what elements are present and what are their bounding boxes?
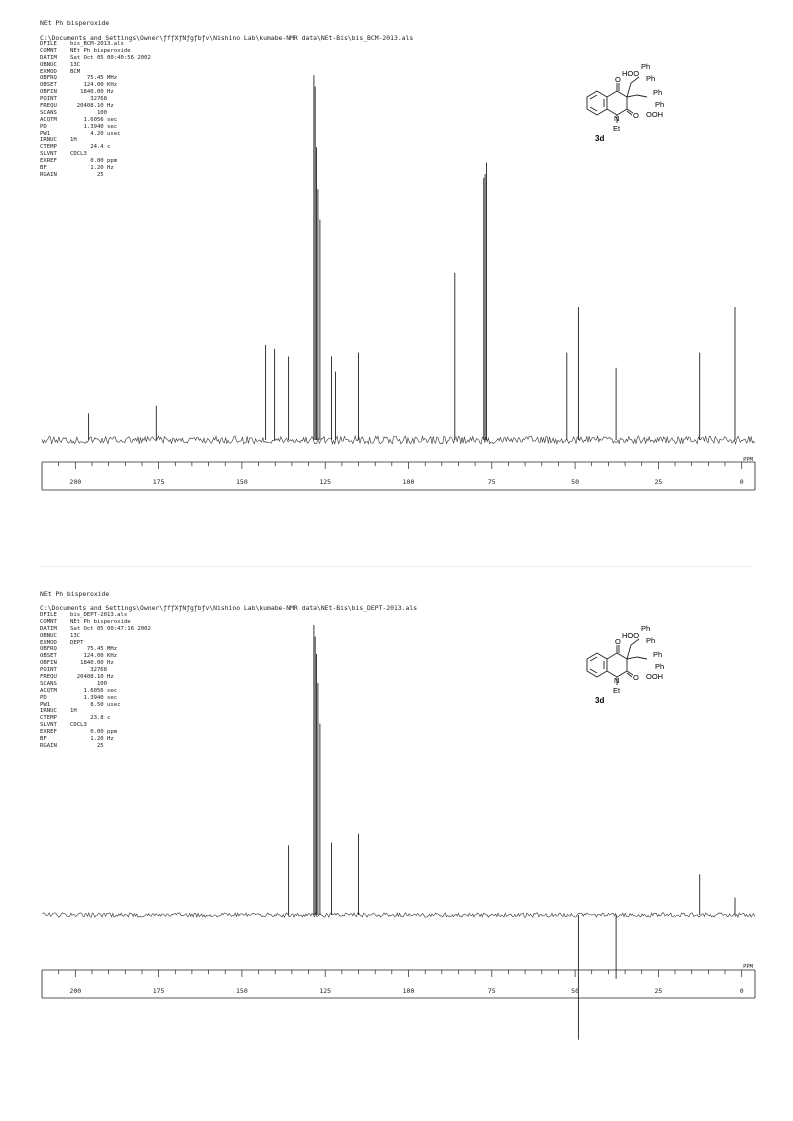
param-key: IRNUC — [40, 708, 57, 715]
param-key: EXMOD — [40, 639, 57, 646]
x-tick-label: 175 — [152, 987, 165, 995]
x-tick-label: 75 — [487, 987, 496, 995]
x-axis-unit-label: PPM — [743, 457, 753, 463]
param-value: 1H — [70, 708, 77, 715]
x-tick-label: 200 — [69, 478, 82, 486]
param-value: 1.3940 sec — [70, 123, 118, 130]
param-value: DEPT — [70, 639, 84, 646]
param-key: COMNT — [40, 47, 57, 54]
x-tick-label: 200 — [69, 987, 82, 995]
file-path: C:\Documents and Settings\Owner\ƒfƒXƒNƒgƒbƒv\Nishino Lab\kumabe-NMR data\NEt-Bis\bis_DEPT-2013.als — [40, 604, 418, 612]
param-value: 20408.10 Hz — [70, 103, 114, 110]
atom-n: N — [614, 114, 620, 123]
param-value: 100 — [70, 680, 108, 687]
atom-o-ketone: O — [615, 75, 621, 84]
atom-ph-1: Ph — [641, 62, 651, 71]
param-key: EXREF — [40, 729, 57, 736]
x-tick-label: 0 — [739, 478, 744, 486]
param-value: bis_BCM-2013.als — [70, 41, 124, 47]
param-value: 1.3940 sec — [70, 694, 118, 701]
atom-ooh: OOH — [646, 672, 664, 681]
param-value: 1.20 Hz — [70, 736, 114, 743]
param-value: Sat Oct 05 00:40:56 2002 — [70, 54, 151, 61]
x-tick-label: 25 — [654, 478, 663, 486]
param-value: 32768 — [70, 96, 108, 103]
param-value: 1H — [70, 137, 77, 144]
param-key: FREQU — [40, 674, 57, 681]
param-value: NEt Ph bisperoxide — [70, 618, 131, 625]
param-value: 32768 — [70, 667, 108, 674]
param-value: 75.45 MHz — [70, 75, 118, 82]
atom-ph-2: Ph — [646, 636, 656, 645]
atom-ph-4: Ph — [655, 100, 665, 109]
spectrum-panel-dept — [0, 580, 793, 1120]
param-key: CTEMP — [40, 715, 57, 722]
compound-label: 3d — [595, 134, 605, 143]
page-separator — [40, 566, 753, 567]
param-value: 13C — [70, 61, 81, 68]
x-tick-label: 75 — [487, 478, 496, 486]
param-key: DFILE — [40, 612, 57, 618]
param-key: PW1 — [40, 130, 51, 137]
param-value: 23.8 c — [70, 715, 111, 722]
param-key: IRNUC — [40, 137, 57, 144]
spectrum-panel-bcm — [0, 0, 793, 560]
param-key: ACQTM — [40, 687, 57, 694]
x-tick-label: 0 — [739, 987, 744, 995]
param-value: 1840.00 Hz — [70, 660, 114, 667]
param-key: ACQTM — [40, 116, 57, 123]
param-value: 1.20 Hz — [70, 165, 114, 172]
param-key: BF — [40, 736, 47, 743]
param-key: OBFIN — [40, 89, 57, 96]
param-key: OBNUC — [40, 61, 57, 68]
param-key: BF — [40, 165, 47, 172]
x-tick-label: 125 — [319, 478, 332, 486]
param-key: SCANS — [40, 109, 57, 116]
param-key: PD — [40, 694, 47, 701]
param-value: BCM — [70, 68, 81, 75]
param-value: 1840.00 Hz — [70, 89, 114, 96]
param-key: POINT — [40, 96, 57, 103]
x-tick-label: 100 — [402, 478, 415, 486]
param-key: OBSET — [40, 82, 57, 89]
atom-et: Et — [613, 686, 621, 695]
spectrum-baseline — [42, 436, 755, 444]
param-value: 20408.10 Hz — [70, 674, 114, 681]
x-tick-label: 50 — [571, 987, 580, 995]
param-value: 4.20 usec — [70, 130, 121, 137]
param-key: OBFRQ — [40, 75, 57, 82]
spectrum-baseline — [42, 913, 755, 917]
param-key: EXMOD — [40, 68, 57, 75]
file-path: C:\Documents and Settings\Owner\ƒfƒXƒNƒgƒbƒv\Nishino Lab\kumabe-NMR data\NEt-Bis\bis_BCM-2013.als — [40, 34, 414, 42]
param-key: DFILE — [40, 41, 57, 47]
atom-o-ketone: O — [615, 637, 621, 646]
param-key: RGAIN — [40, 171, 57, 178]
param-value: 124.00 KHz — [70, 82, 118, 89]
atom-ph-4: Ph — [655, 662, 665, 671]
param-key: SLVNT — [40, 722, 57, 729]
atom-ph-3: Ph — [653, 88, 663, 97]
param-value: 1.6056 sec — [70, 116, 118, 123]
param-value: 1.6056 sec — [70, 687, 118, 694]
x-tick-label: 150 — [236, 478, 248, 486]
atom-ph-3: Ph — [653, 650, 663, 659]
atom-et: Et — [613, 124, 621, 133]
atom-ph-1: Ph — [641, 624, 651, 633]
spectrum-title: NEt Ph bisperoxide — [40, 590, 110, 598]
param-key: DATIM — [40, 625, 57, 632]
param-value: 124.00 KHz — [70, 653, 118, 660]
param-key: OBSET — [40, 653, 57, 660]
param-value: 25 — [70, 742, 104, 749]
nmr-spectrum-dept — [0, 580, 793, 1120]
param-key: SCANS — [40, 680, 57, 687]
param-value: 13C — [70, 632, 81, 639]
param-key: OBFIN — [40, 660, 57, 667]
param-key: CTEMP — [40, 144, 57, 151]
param-value: 100 — [70, 109, 108, 116]
atom-o-amide: O — [633, 111, 639, 120]
param-value: 0.00 ppm — [70, 158, 118, 165]
atom-ph-2: Ph — [646, 74, 656, 83]
param-value: NEt Ph bisperoxide — [70, 47, 131, 54]
x-tick-label: 125 — [319, 987, 332, 995]
x-tick-label: 175 — [152, 478, 165, 486]
atom-hoo: HOO — [622, 69, 640, 78]
param-key: PD — [40, 123, 47, 130]
param-value: 75.45 MHz — [70, 646, 118, 653]
compound-label: 3d — [595, 696, 605, 705]
param-key: DATIM — [40, 54, 57, 61]
param-key: EXREF — [40, 158, 57, 165]
spectrum-title: NEt Ph bisperoxide — [40, 19, 110, 27]
param-value: 8.50 usec — [70, 701, 121, 708]
param-key: PW1 — [40, 701, 51, 708]
param-key: OBNUC — [40, 632, 57, 639]
param-key: FREQU — [40, 103, 57, 110]
param-value: CDCL3 — [70, 151, 87, 158]
nmr-spectrum-bcm — [0, 0, 793, 560]
param-key: POINT — [40, 667, 57, 674]
param-value: Sat Oct 05 00:47:16 2002 — [70, 625, 151, 632]
atom-o-amide: O — [633, 673, 639, 682]
param-value: bis_DEPT-2013.als — [70, 612, 128, 618]
x-tick-label: 150 — [236, 987, 248, 995]
atom-hoo: HOO — [622, 631, 640, 640]
x-tick-label: 100 — [402, 987, 415, 995]
param-value: 0.00 ppm — [70, 729, 118, 736]
x-axis-unit-label: PPM — [743, 964, 753, 970]
x-tick-label: 50 — [571, 478, 580, 486]
param-key: SLVNT — [40, 151, 57, 158]
atom-n: N — [614, 676, 620, 685]
param-key: RGAIN — [40, 742, 57, 749]
atom-ooh: OOH — [646, 110, 664, 119]
param-value: 24.4 c — [70, 144, 111, 151]
param-key: OBFRQ — [40, 646, 57, 653]
param-value: 25 — [70, 171, 104, 178]
param-value: CDCL3 — [70, 722, 87, 729]
x-tick-label: 25 — [654, 987, 663, 995]
param-key: COMNT — [40, 618, 57, 625]
